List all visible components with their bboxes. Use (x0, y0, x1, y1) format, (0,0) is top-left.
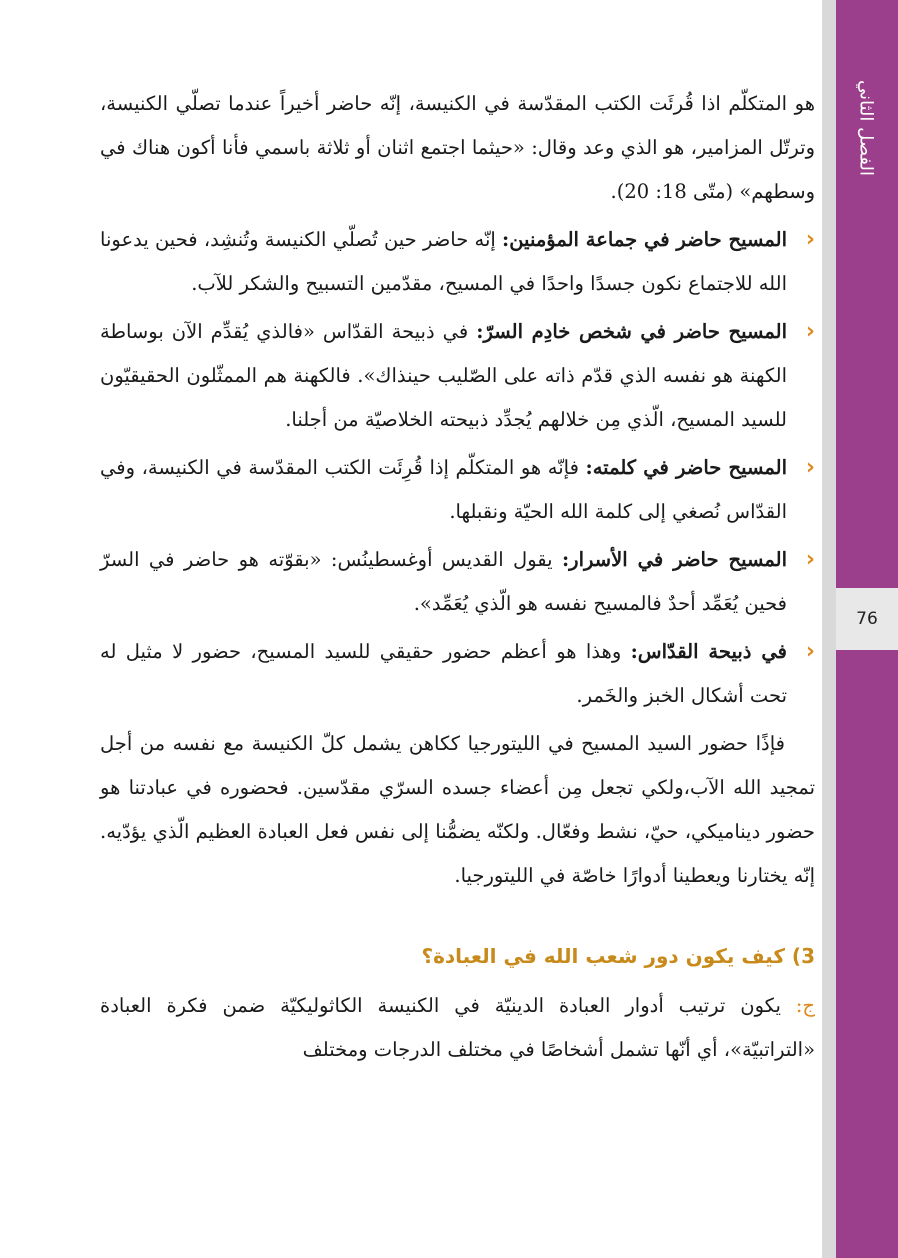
bullet-lead: المسيح حاضر في جماعة المؤمنين: (502, 228, 787, 251)
chevron-icon: ‹ (805, 227, 815, 252)
bullet-lead: المسيح حاضر في الأسرار: (561, 548, 787, 571)
bullet-text: وهذا هو أعظم حضور حقيقي للسيد المسيح، حضور لا مثيل له تحت أشكال الخبز والخَمر. (100, 640, 787, 707)
conclusion-paragraph: فإذًا حضور السيد المسيح في الليتورجيا ككاهن يشمل كلّ الكنيسة مع نفسه من أجل تمجيد الله الآب،ولكي تجعل مِن أعضاء جسده السرّي مقدّسين. فحضوره في عبادتنا هو حضور ديناميكي، حيّ، نشط وفعّال. ولكنّه يضمُّنا إلى نفس فعل العبادة العظيم الّذي يؤدّيه. إنّه يختارنا ويعطينا أدوارًا خاصّة في الليتورجيا. (100, 732, 815, 887)
bullet-text: فإنّه هو المتكلّم إذا قُرِئَت الكتب المقدّسة في الكنيسة، وفي القدّاس نُصغي إلى كلمة الله الحيّة ونقبلها. (100, 456, 787, 523)
chevron-icon: ‹ (805, 547, 815, 572)
answer-text: يكون ترتيب أدوار العبادة الدينيّة في الكنيسة الكاثوليكيّة ضمن فكرة العبادة «التراتبيّة»، أي أنّها تشمل أشخاصًا في مختلف الدرجات ومختلف (100, 994, 815, 1061)
bullet-text: إنّه حاضر حين تُصلّي الكنيسة وتُنشِد، فحين يدعونا الله للاجتماع نكون جسدًا واحدًا في المسيح، مقدّمين التسبيح والشكر للآب. (100, 228, 787, 295)
page-edge (822, 0, 836, 1258)
bullet-lead: في ذبيحة القدّاس: (630, 640, 787, 663)
answer-label: ج: (795, 994, 815, 1017)
bullet-item (100, 630, 815, 718)
bullet-item (100, 446, 815, 534)
bullet-item (100, 310, 815, 442)
intro-paragraph: هو المتكلّم اذا قُرئَت الكتب المقدّسة في الكنيسة، إنّه حاضر أخيراً عندما تصلّي الكنيسة، وترتّل المزامير، هو الذي وعد وقال: «حيثما اجتمع اثنان أو ثلاثة باسمي فأنا أكون هناك في وسطهم» (متّى 18: 20). (100, 92, 815, 203)
bullet-item (100, 538, 815, 626)
bullet-item (100, 218, 815, 306)
bullet-text: يقول القديس أوغسطينُس: «بقوّته هو حاضر في السرّ فحين يُعَمِّد أحدٌ فالمسيح نفسه هو الّذي يُعَمِّد». (100, 548, 787, 615)
chapter-sidebar-lower (836, 650, 898, 1258)
section-question: 3) كيف يكون دور شعب الله في العبادة؟ (421, 944, 815, 968)
bullet-text: في ذبيحة القدّاس «فالذي يُقدِّم الآن بوساطة الكهنة هو نفسه الذي قدّم ذاته على الصّليب حينذاك». فالكهنة هم الممثّلون الحقيقيّون للسيد المسيح، الّذي مِن خلالهم يُجدِّد ذبيحته الخلاصيّة من أجلنا. (100, 320, 787, 431)
chevron-icon: ‹ (805, 639, 815, 664)
bullet-lead: المسيح حاضر في شخص خادِم السرّ: (476, 320, 787, 343)
chapter-label: الفصل الثاني (855, 80, 877, 176)
page-content (100, 82, 815, 1072)
chevron-icon: ‹ (805, 319, 815, 344)
bullet-lead: المسيح حاضر في كلمته: (585, 456, 787, 479)
answer-paragraph (100, 984, 815, 1072)
page-number: 76 (836, 588, 898, 650)
chevron-icon: ‹ (805, 455, 815, 480)
